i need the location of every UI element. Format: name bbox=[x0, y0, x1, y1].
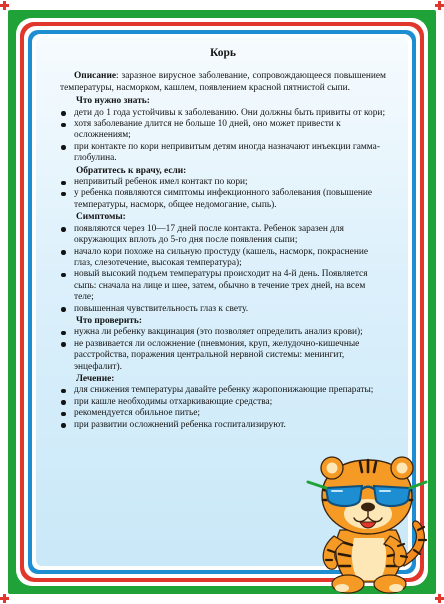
list-item: непривитый ребенок имел контакт по кори; bbox=[60, 177, 386, 188]
red-cross-icon bbox=[435, 594, 444, 603]
page-title: Корь bbox=[210, 47, 236, 59]
list-item: при контакте по кори непривитым детям иногда назначают инъекции гамма-глобулина. bbox=[60, 142, 386, 165]
section-what-to-know bbox=[60, 96, 386, 164]
section-heading: Что проверить: bbox=[76, 315, 142, 326]
section-heading: Что нужно знать: bbox=[76, 96, 150, 107]
list-item: при кашле необходимы отхаркивающие средства; bbox=[60, 397, 386, 408]
section-heading: Обратитесь к врачу, если: bbox=[76, 165, 187, 176]
list-item: для снижения температуры давайте ребенку жаропонижающие препараты; bbox=[60, 385, 386, 396]
section-symptoms bbox=[60, 212, 386, 315]
bullet-list bbox=[60, 108, 386, 165]
section-heading: Симптомы: bbox=[76, 212, 126, 223]
document-content bbox=[60, 46, 386, 431]
section-see-doctor bbox=[60, 166, 386, 212]
list-item: не развивается ли осложнение (пневмония, круп, желудочно-кишечные расстройства, поражения центральной нервной системы: менингит, энцефалит). bbox=[60, 339, 386, 373]
list-item: появляются через 10—17 дней после контакта. Ребенок заразен для окружающих вплоть до 5-го дня после появления сыпи; bbox=[60, 224, 386, 247]
red-cross-icon bbox=[0, 594, 9, 603]
section-treatment bbox=[60, 374, 386, 431]
list-item: повышенная чувствительность глаз к свету. bbox=[60, 304, 386, 315]
red-cross-icon bbox=[435, 1, 444, 10]
list-item: при развитии осложнений ребенка госпитализируют. bbox=[60, 420, 386, 431]
section-heading: Лечение: bbox=[76, 373, 115, 384]
bullet-list bbox=[60, 385, 386, 431]
list-item: у ребенка появляются симптомы инфекционного заболевания (повышение температуры, насморк, общее недомогание, сыпь). bbox=[60, 188, 386, 211]
list-item: дети до 1 года устойчивы к заболеванию. Они должны быть привиты от кори; bbox=[60, 108, 386, 119]
list-item: рекомендуется обильное питье; bbox=[60, 408, 386, 419]
description-label: Описание bbox=[74, 71, 117, 82]
list-item: новый высокий подъем температуры происходит на 4-й день. Появляется сыпь: сначала на лице и шее, затем, обычно в течение трех дней, на всем теле; bbox=[60, 269, 386, 303]
description-paragraph bbox=[60, 71, 386, 94]
bullet-list bbox=[60, 224, 386, 315]
bullet-list bbox=[60, 327, 386, 373]
list-item: начало кори похоже на сильную простуду (кашель, насморк, покраснение глаз, слезотечение, высокая температура); bbox=[60, 247, 386, 270]
bullet-list bbox=[60, 177, 386, 211]
list-item: хотя заболевание длится не больше 10 дней, оно может привести к осложнениям; bbox=[60, 119, 386, 142]
list-item: нужна ли ребенку вакцинация (это позволяет определить анализ крови); bbox=[60, 327, 386, 338]
red-cross-icon bbox=[0, 1, 9, 10]
description-text: : заразное вирусное заболевание, сопровождающееся повышением температуры, насморком, кашлем, появлением красной пятнистой сыпи. bbox=[60, 71, 386, 93]
tiger-illustration bbox=[292, 438, 432, 598]
section-what-to-check bbox=[60, 316, 386, 373]
